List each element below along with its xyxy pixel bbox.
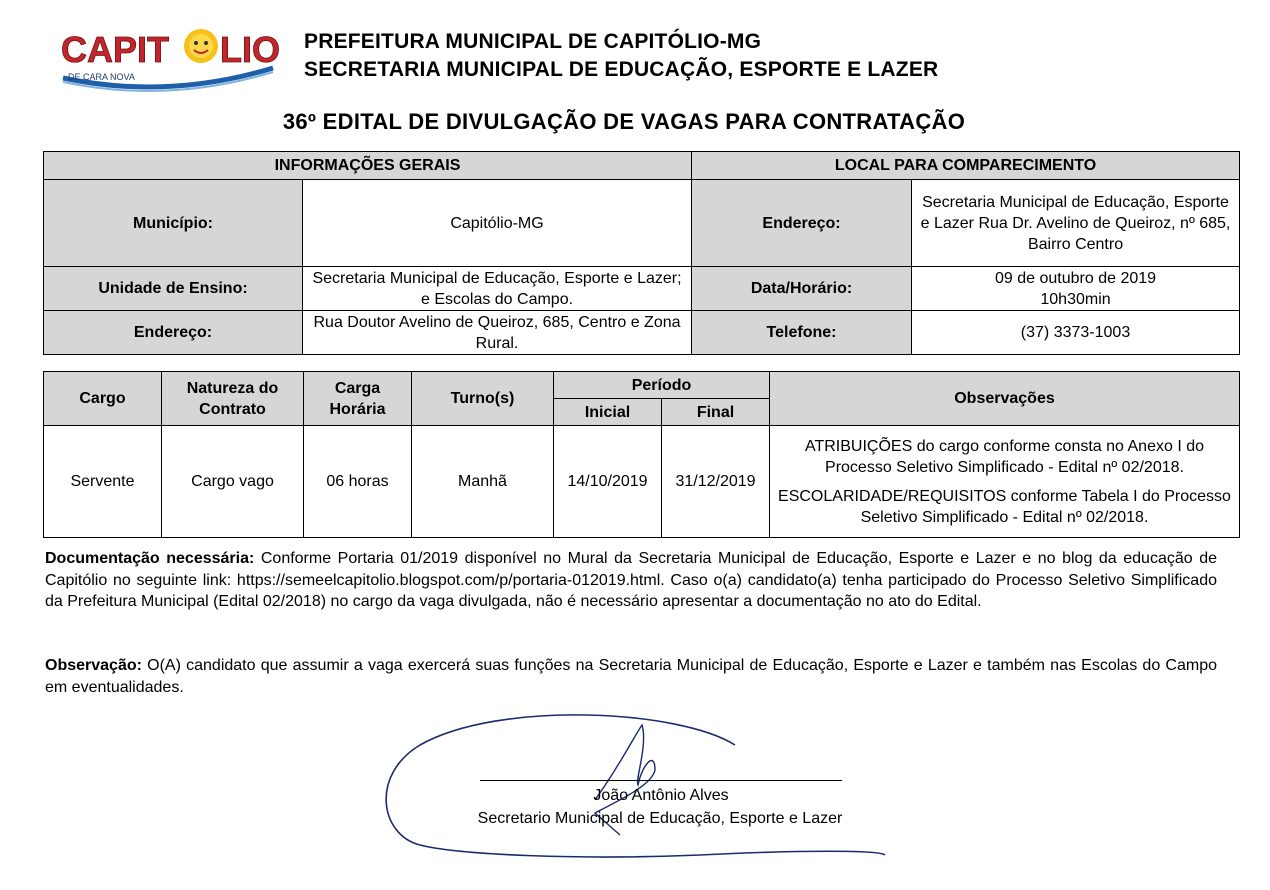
- observation-paragraph: [45, 655, 1217, 698]
- data-value: 09 de outubro de 2019: [995, 269, 1157, 287]
- signatory-role: Secretario Municipal de Educação, Esporte e Lazer: [477, 810, 843, 827]
- municipio-label: Município:: [44, 180, 303, 267]
- municipio-value: Capitólio-MG: [303, 180, 692, 267]
- col-cargo: Cargo: [44, 372, 162, 426]
- col-observacoes: Observações: [770, 372, 1240, 426]
- local-endereco-value: Secretaria Municipal de Educação, Esporte e Lazer Rua Dr. Avelino de Queiroz, nº 685, Bairro Centro: [912, 180, 1240, 267]
- observation-text: O(A) candidato que assumir a vaga exercerá suas funções na Secretaria Municipal de Educação, Esporte e Lazer e também nas Escolas do Campo em eventualidades.: [45, 657, 1217, 696]
- row-observacoes: [770, 426, 1240, 538]
- unidade-value: Secretaria Municipal de Educação, Esporte e Lazer; e Escolas do Campo.: [303, 267, 692, 311]
- general-info-header: INFORMAÇÕES GERAIS: [44, 152, 692, 180]
- row-inicial: 14/10/2019: [554, 426, 662, 538]
- col-carga: Carga Horária: [304, 372, 412, 426]
- col-inicial: Inicial: [554, 399, 662, 426]
- vacancies-table: [43, 371, 1240, 538]
- svg-text:DE CARA NOVA: DE CARA NOVA: [68, 72, 135, 82]
- horario-value: 10h30min: [1040, 290, 1111, 308]
- location-header: LOCAL PARA COMPARECIMENTO: [692, 152, 1240, 180]
- svg-text:CAPIT: CAPIT: [61, 29, 169, 70]
- header-line-2: SECRETARIA MUNICIPAL DE EDUCAÇÃO, ESPORTE E LAZER: [304, 58, 939, 81]
- row-carga: 06 horas: [304, 426, 412, 538]
- signature-scribble: [380, 705, 900, 865]
- data-horario-label: Data/Horário:: [692, 267, 912, 311]
- row-final: 31/12/2019: [662, 426, 770, 538]
- row-turno: Manhã: [412, 426, 554, 538]
- signatory-name: João Antônio Alves: [593, 787, 729, 804]
- col-final: Final: [662, 399, 770, 426]
- row-natureza: Cargo vago: [162, 426, 304, 538]
- city-logo: [58, 20, 283, 95]
- telefone-label: Telefone:: [692, 311, 912, 355]
- local-endereco-label: Endereço:: [692, 180, 912, 267]
- general-info-table: [43, 151, 1240, 355]
- documentation-text: Conforme Portaria 01/2019 disponível no Mural da Secretaria Municipal de Educação, Esporte e Lazer e no blog da educação de Capitólio no seguinte link: https://semeelcapitolio.blogspot.com/p/portaria-012019.html. Caso o(a) candidato(a) tenha participado do Processo Seletivo Simplificado da Prefeitura Municipal (Edital 02/2018) no cargo da vaga divulgada, não é necessário apresentar a documentação no ato do Edital.: [45, 550, 1217, 610]
- svg-text:LIO: LIO: [220, 29, 280, 70]
- row-cargo: Servente: [44, 426, 162, 538]
- documentation-paragraph: [45, 548, 1217, 613]
- endereco-value: Rua Doutor Avelino de Queiroz, 685, Centro e Zona Rural.: [303, 311, 692, 355]
- documentation-label: Documentação necessária:: [45, 550, 255, 567]
- sun-icon: [184, 29, 218, 63]
- col-periodo: Período: [554, 372, 770, 399]
- table-row: [44, 426, 1240, 538]
- data-horario-value: [912, 267, 1240, 311]
- unidade-label: Unidade de Ensino:: [44, 267, 303, 311]
- obs-escolaridade: ESCOLARIDADE/REQUISITOS conforme Tabela I do Processo Seletivo Simplificado - Edital nº 02/2018.: [778, 487, 1231, 526]
- telefone-value: (37) 3373-1003: [912, 311, 1240, 355]
- col-natureza: Natureza do Contrato: [162, 372, 304, 426]
- endereco-label: Endereço:: [44, 311, 303, 355]
- signature-line: [480, 780, 842, 781]
- page-title: 36º EDITAL DE DIVULGAÇÃO DE VAGAS PARA CONTRATAÇÃO: [282, 109, 966, 134]
- observation-label: Observação:: [45, 657, 142, 674]
- obs-atribuicoes: ATRIBUIÇÕES do cargo conforme consta no Anexo I do Processo Seletivo Simplificado - Edital nº 02/2018.: [804, 437, 1204, 476]
- header-line-1: PREFEITURA MUNICIPAL DE CAPITÓLIO-MG: [304, 30, 762, 53]
- col-turno: Turno(s): [412, 372, 554, 426]
